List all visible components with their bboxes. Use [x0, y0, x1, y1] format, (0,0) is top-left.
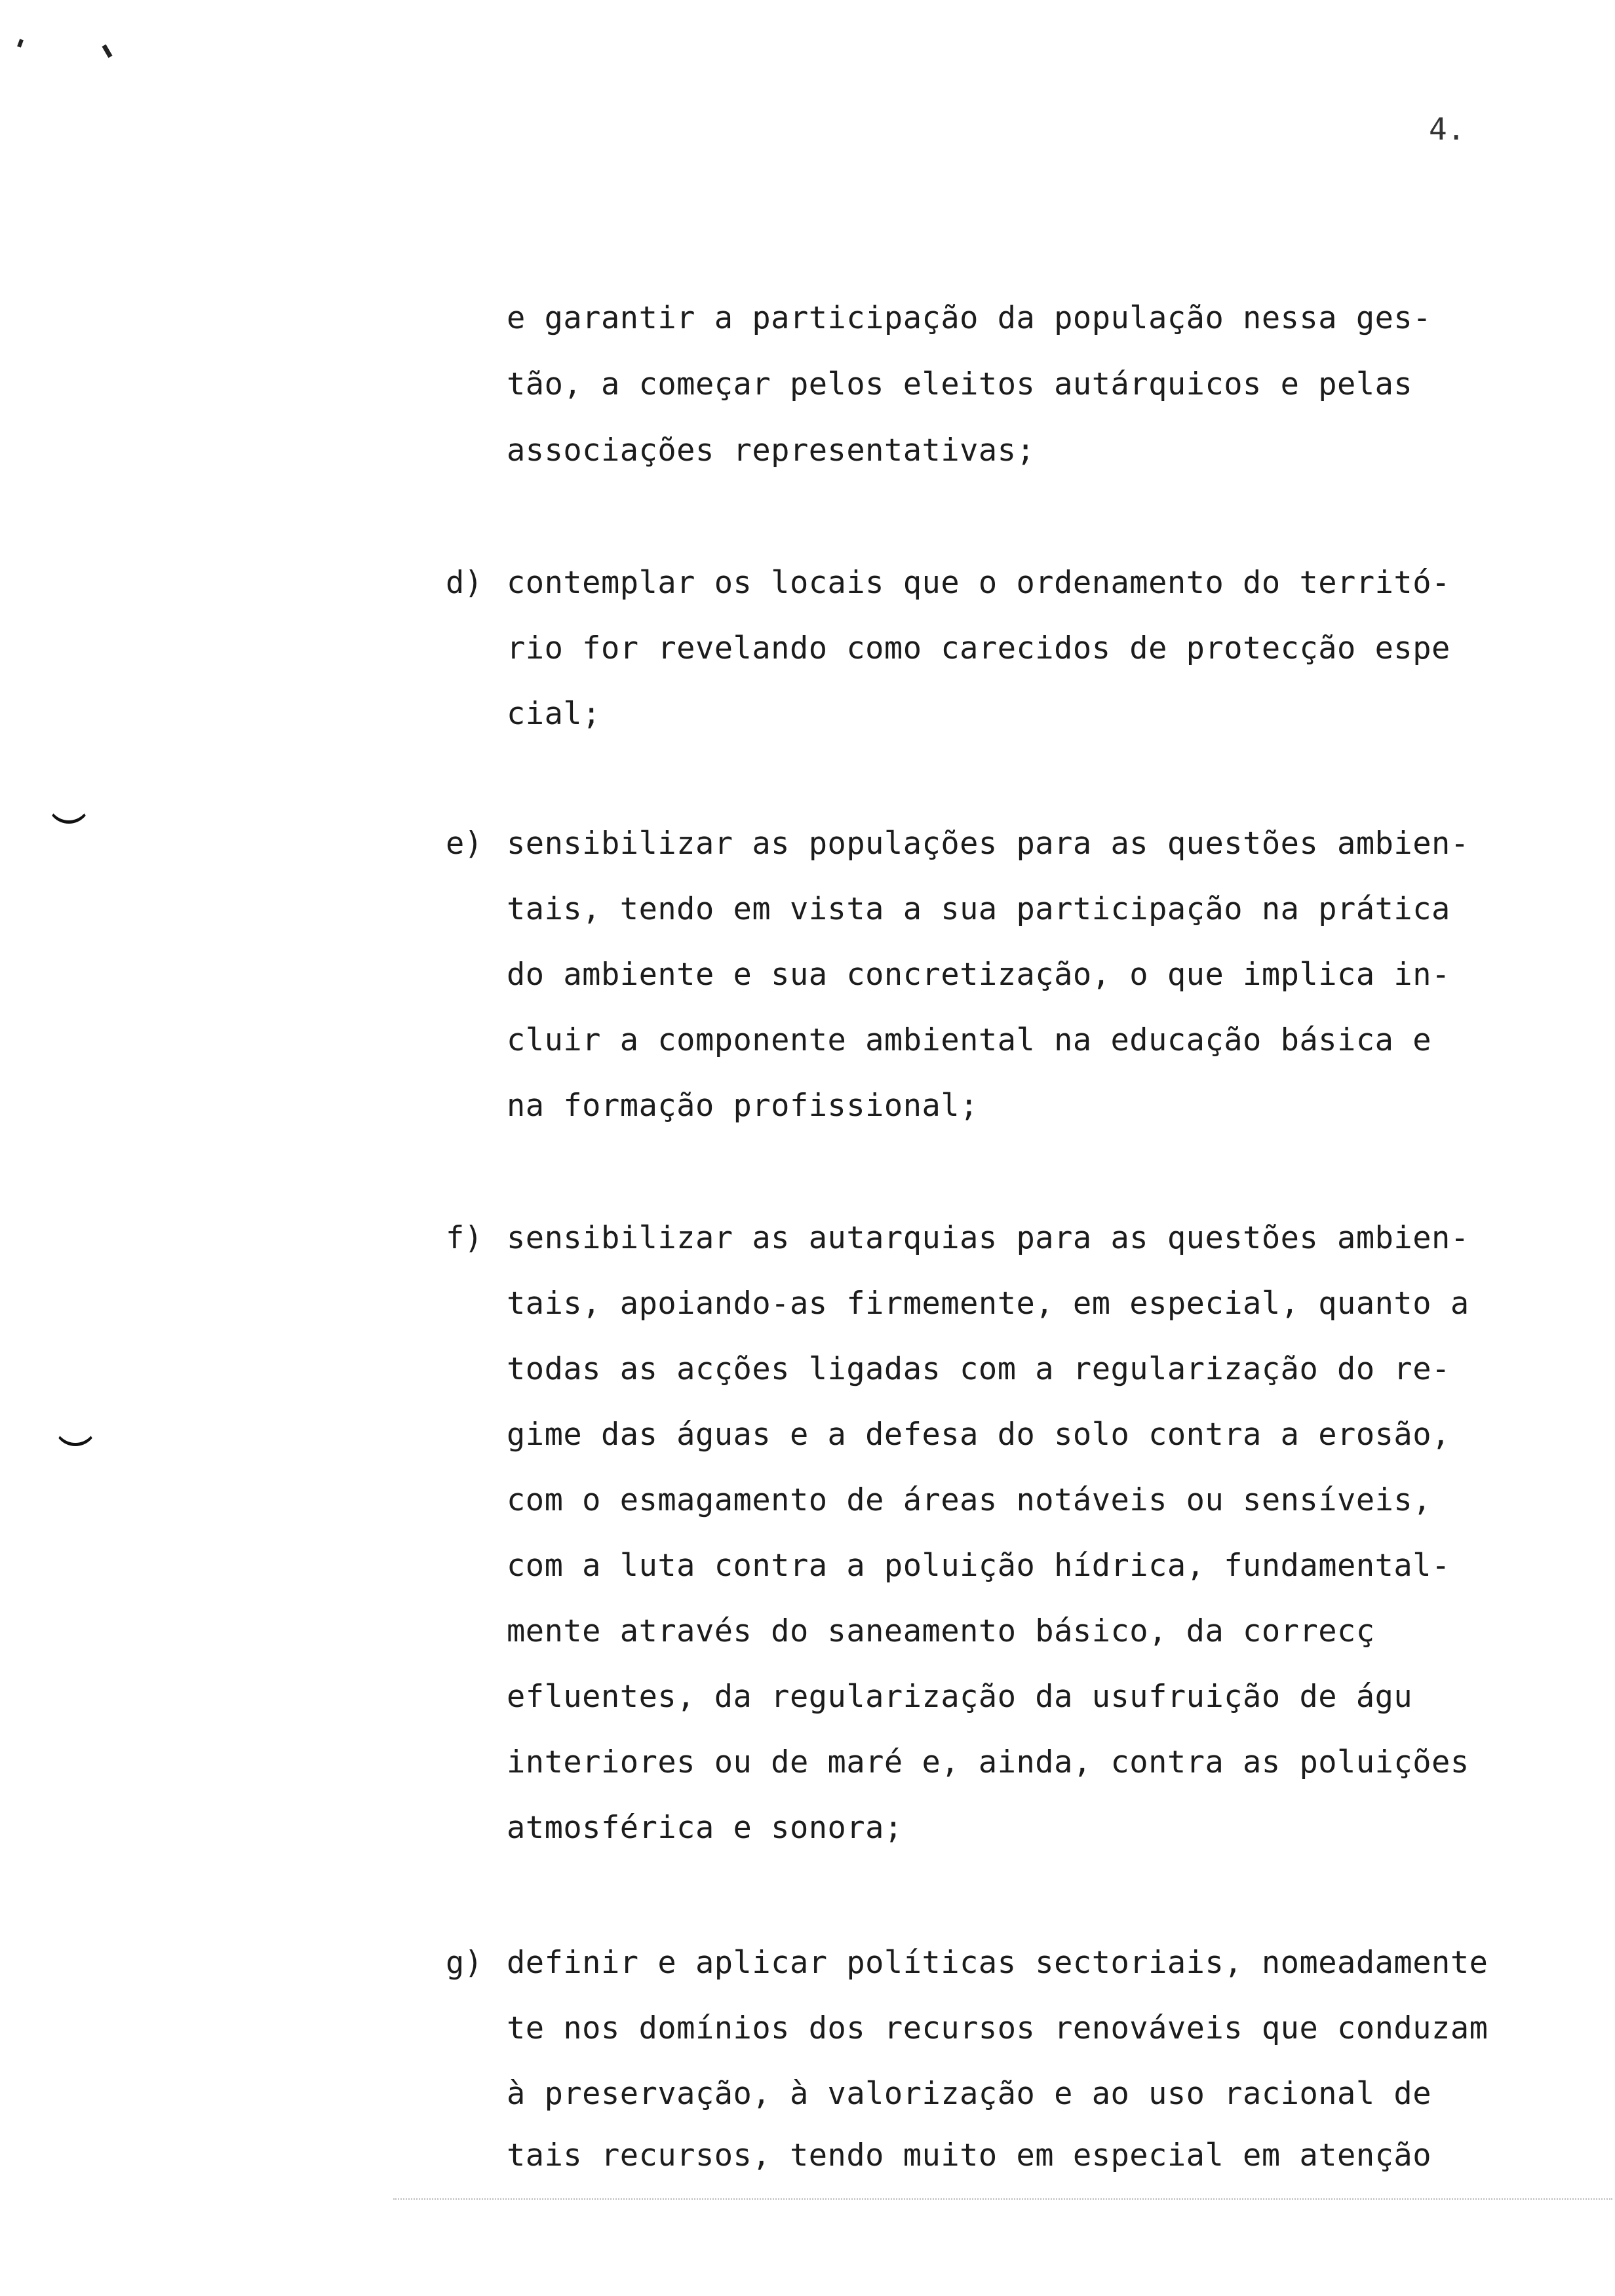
- text-line: atmosférica e sonora;: [507, 1810, 903, 1846]
- text-line: tais recursos, tendo muito em especial em atenção: [507, 2137, 1432, 2173]
- scan-mark: [17, 39, 24, 47]
- text-line: e garantir a participação da população nessa ges-: [507, 300, 1432, 336]
- item-label: e): [446, 826, 483, 862]
- text-line: sensibilizar as autarquias para as questões ambien-: [507, 1220, 1469, 1256]
- text-line: todas as acções ligadas com a regularização do re-: [507, 1351, 1450, 1387]
- item-label: d): [446, 565, 483, 601]
- scan-mark: [102, 45, 112, 58]
- item-label: g): [446, 1945, 483, 1981]
- text-line: com a luta contra a poluição hídrica, fundamental-: [507, 1548, 1450, 1584]
- text-line: te nos domínios dos recursos renováveis que conduzam: [507, 2010, 1489, 2046]
- punch-hole-mark: [54, 1423, 97, 1446]
- page-number: 4.: [1429, 111, 1466, 147]
- text-line: tais, tendo em vista a sua participação na prática: [507, 891, 1450, 927]
- text-line: na formação profissional;: [507, 1088, 979, 1124]
- text-line: rio for revelando como carecidos de protecção espe: [507, 630, 1450, 666]
- text-line: sensibilizar as populações para as questões ambien-: [507, 826, 1469, 862]
- punch-hole-mark: [47, 801, 90, 824]
- text-line: do ambiente e sua concretização, o que implica in-: [507, 957, 1450, 993]
- text-line: definir e aplicar políticas sectoriais, nomeadamente: [507, 1945, 1489, 1981]
- text-line: contemplar os locais que o ordenamento do territó-: [507, 565, 1450, 601]
- text-line: cluir a componente ambiental na educação básica e: [507, 1022, 1432, 1058]
- text-line: interiores ou de maré e, ainda, contra as poluições: [507, 1744, 1469, 1780]
- text-line: mente através do saneamento básico, da correcç: [507, 1613, 1375, 1649]
- text-line: efluentes, da regularização da usufruição de águ: [507, 1679, 1413, 1715]
- scan-edge-line: [393, 2198, 1612, 2200]
- text-line: tão, a começar pelos eleitos autárquicos e pelas: [507, 366, 1413, 402]
- text-line: cial;: [507, 696, 601, 732]
- text-line: com o esmagamento de áreas notáveis ou sensíveis,: [507, 1482, 1432, 1518]
- text-line: tais, apoiando-as firmemente, em especial, quanto a: [507, 1286, 1469, 1322]
- text-line: à preservação, à valorização e ao uso racional de: [507, 2076, 1432, 2112]
- item-label: f): [446, 1220, 483, 1256]
- text-line: gime das águas e a defesa do solo contra a erosão,: [507, 1417, 1450, 1453]
- text-line: associações representativas;: [507, 432, 1036, 469]
